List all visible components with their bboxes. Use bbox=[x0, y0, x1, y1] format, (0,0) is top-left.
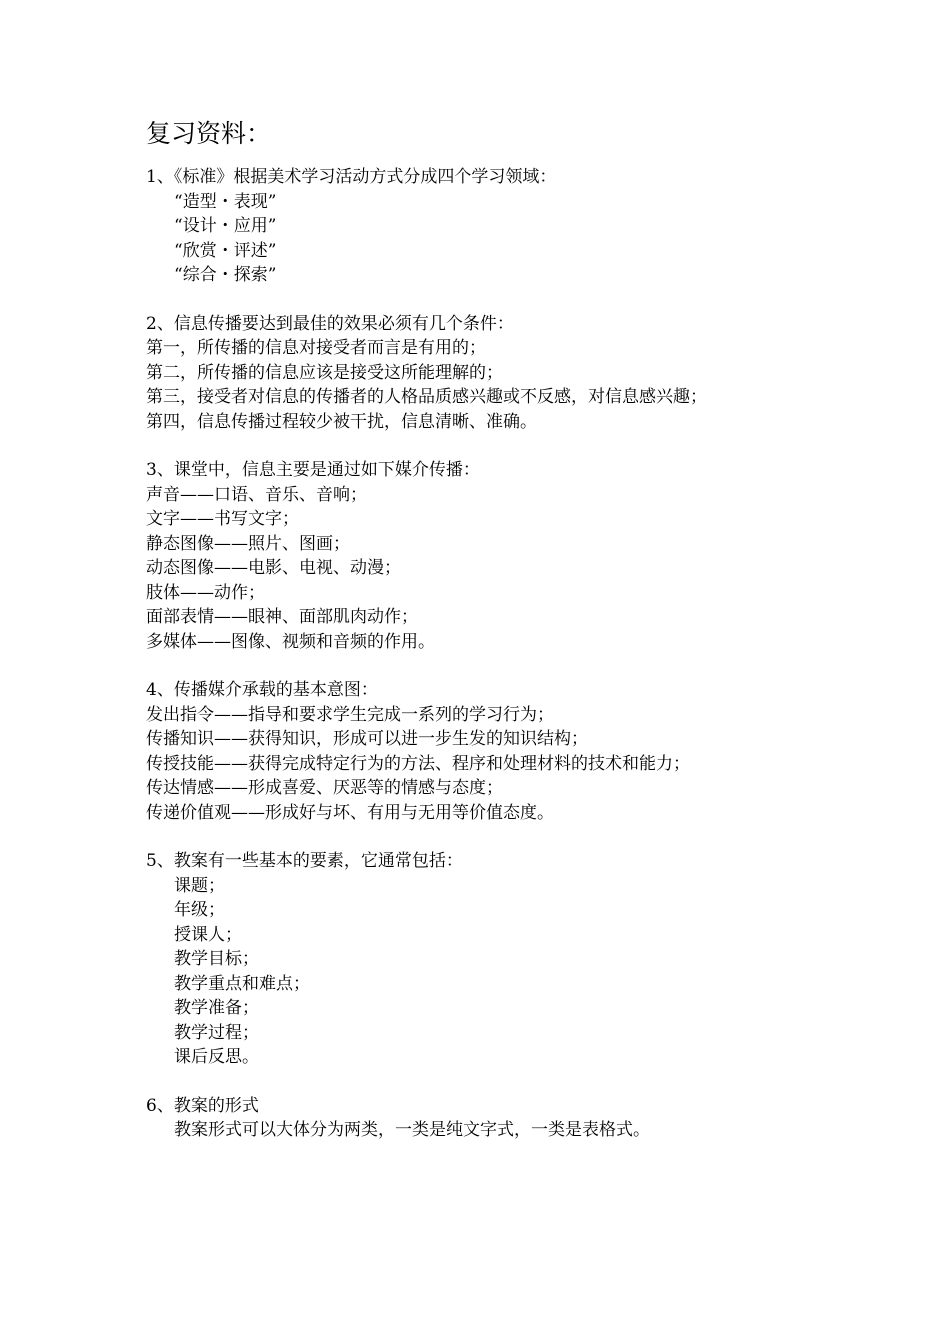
section-heading: 2、信息传播要达到最佳的效果必须有几个条件： bbox=[146, 313, 514, 334]
list-item: 声音——口语、音乐、音响； bbox=[146, 484, 367, 505]
list-item: 传授技能——获得完成特定行为的方法、程序和处理材料的技术和能力； bbox=[146, 753, 690, 774]
list-item: 动态图像——电影、电视、动漫； bbox=[146, 558, 401, 578]
section-6-lesson-plan-forms bbox=[146, 1094, 926, 1143]
section-heading: 6、教案的形式 bbox=[146, 1095, 259, 1116]
section-5-lesson-plan-elements bbox=[146, 849, 926, 1070]
list-item: 第一，所传播的信息对接受者而言是有用的； bbox=[146, 338, 486, 358]
section-4-intentions bbox=[146, 678, 926, 825]
list-item: 传递价值观——形成好与坏、有用与无用等价值态度。 bbox=[146, 802, 554, 823]
list-item: “综合・探索” bbox=[174, 265, 277, 285]
list-item: 教学目标； bbox=[174, 949, 259, 969]
list-item: “欣赏・评述” bbox=[174, 240, 277, 261]
list-item: 肢体——动作； bbox=[146, 582, 265, 603]
list-item: 教案形式可以大体分为两类，一类是纯文字式，一类是表格式。 bbox=[174, 1120, 650, 1140]
list-item: 教学准备； bbox=[174, 998, 259, 1018]
document-body bbox=[146, 165, 926, 1167]
section-1-learning-areas bbox=[146, 165, 926, 288]
list-item: 教学重点和难点； bbox=[174, 973, 310, 994]
section-3-media bbox=[146, 458, 926, 654]
list-item: 面部表情——眼神、面部肌肉动作； bbox=[146, 607, 418, 627]
section-heading: 5、教案有一些基本的要素，它通常包括： bbox=[146, 851, 463, 871]
page-title: 复习资料： bbox=[146, 119, 272, 148]
section-2-conditions bbox=[146, 312, 926, 435]
list-item: 年级； bbox=[174, 900, 225, 920]
list-item: 传播知识——获得知识，形成可以进一步生发的知识结构； bbox=[146, 729, 588, 749]
section-heading: 3、课堂中，信息主要是通过如下媒介传播： bbox=[146, 460, 480, 480]
list-item: “设计・应用” bbox=[174, 216, 277, 236]
list-item: 教学过程； bbox=[174, 1022, 259, 1043]
list-item: 授课人； bbox=[174, 924, 242, 945]
list-item: 第二，所传播的信息应该是接受这所能理解的； bbox=[146, 362, 503, 383]
list-item: 课后反思。 bbox=[174, 1047, 259, 1067]
list-item: 课题； bbox=[174, 875, 225, 896]
list-item: 发出指令——指导和要求学生完成一系列的学习行为； bbox=[146, 704, 554, 725]
list-item: 多媒体——图像、视频和音频的作用。 bbox=[146, 631, 435, 652]
list-item: 文字——书写文字； bbox=[146, 509, 299, 529]
section-heading: 1、《标准》根据美术学习活动方式分成四个学习领域： bbox=[146, 167, 557, 187]
list-item: “造型・表现” bbox=[174, 191, 277, 212]
list-item: 静态图像——照片、图画； bbox=[146, 533, 350, 554]
list-item: 第四，信息传播过程较少被干扰，信息清晰、准确。 bbox=[146, 411, 537, 432]
section-heading: 4、传播媒介承载的基本意图： bbox=[146, 680, 378, 700]
list-item: 传达情感——形成喜爱、厌恶等的情感与态度； bbox=[146, 778, 503, 798]
list-item: 第三，接受者对信息的传播者的人格品质感兴趣或不反感，对信息感兴趣； bbox=[146, 387, 707, 407]
